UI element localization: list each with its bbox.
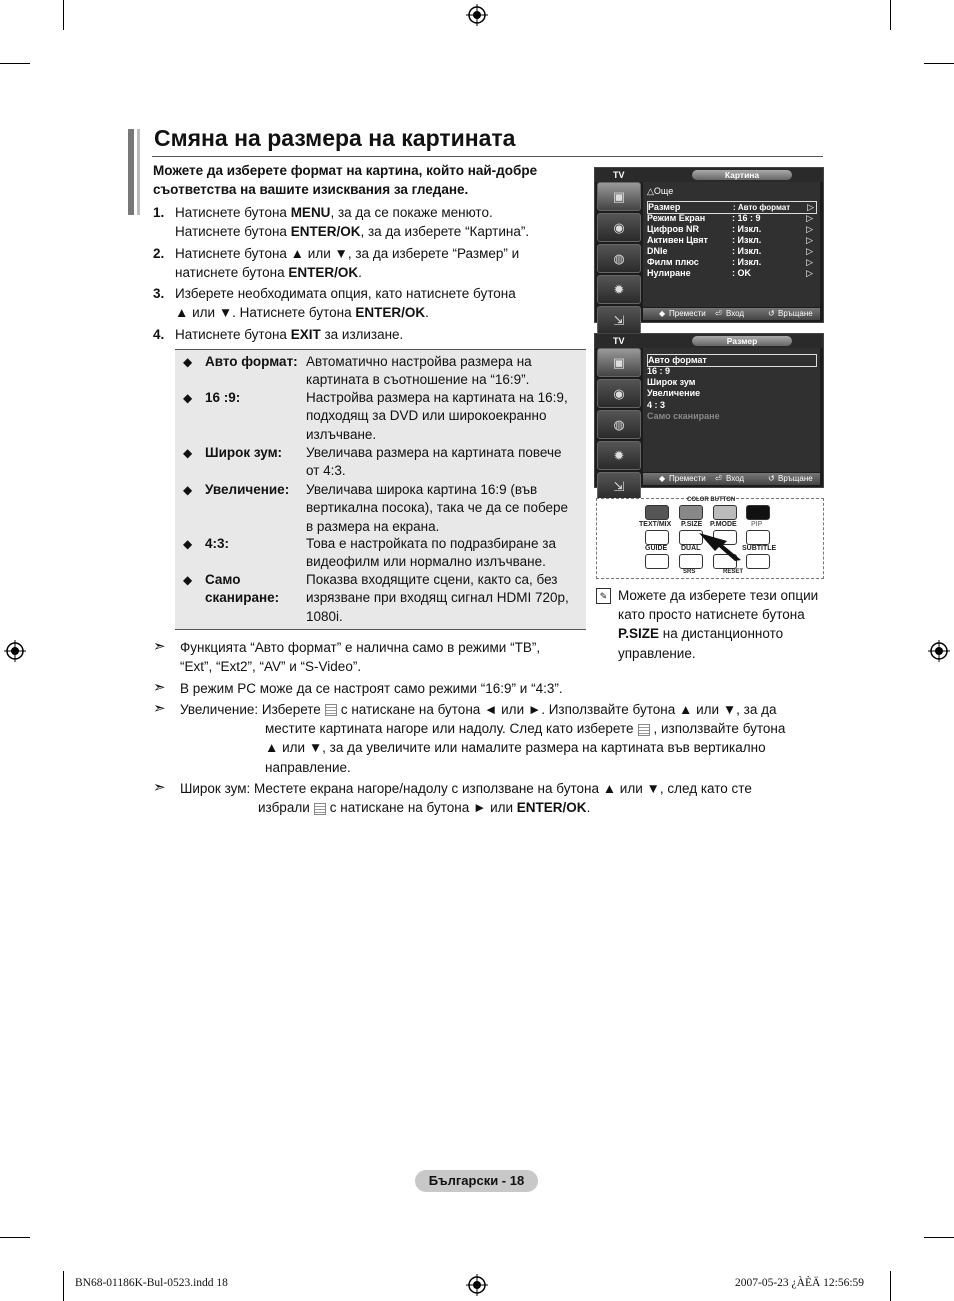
option-desc: излъчване.	[306, 426, 377, 442]
yellow-color-button[interactable]	[713, 505, 737, 520]
osd-size-item: Само сканиране	[647, 411, 720, 421]
step-number: 1.	[153, 205, 165, 220]
step-key: EXIT	[290, 327, 321, 342]
crop-mark	[890, 0, 891, 30]
osd-row-value: : Изкл.	[732, 246, 762, 256]
input-menu-icon: ⇲	[597, 306, 641, 335]
zoom-size-icon	[638, 724, 650, 736]
osd-row-value: : 16 : 9	[732, 213, 761, 223]
osd-foot-back: Връщане	[778, 474, 813, 483]
text-mix-button[interactable]	[645, 530, 669, 545]
osd-arrow-icon: ▷	[806, 224, 813, 234]
step-text: за излизане.	[320, 327, 404, 342]
note-text: избрали	[258, 800, 310, 816]
osd-foot-back: Връщане	[778, 309, 813, 318]
osd-row-value: : Изкл.	[732, 224, 762, 234]
osd-size-item: Широк зум	[647, 377, 696, 387]
osd-row-label: Цифров NR	[647, 224, 700, 234]
text-mix-label: TEXT/MIX	[639, 521, 672, 528]
osd-sidebar	[597, 348, 641, 503]
color-button-label: COLOR BUTTON	[687, 497, 736, 503]
osd-arrow-icon: ▷	[806, 246, 813, 256]
guide-label: GUIDE	[645, 545, 668, 552]
title-accent-bar	[128, 129, 134, 215]
crop-mark	[0, 1237, 30, 1238]
side-note-text: Можете да изберете тези опции като просто натиснете бутона	[618, 588, 819, 623]
osd-row-value: : Авто формат	[733, 203, 791, 212]
osd-foot-move: Премести	[669, 309, 706, 318]
pip-button[interactable]	[746, 530, 770, 545]
step-number: 3.	[153, 286, 165, 301]
step-text: натиснете бутона	[175, 265, 289, 280]
input-menu-icon: ⇲	[597, 472, 641, 501]
note-text: направление.	[265, 759, 351, 775]
subtitle-label: SUBTITLE	[742, 545, 777, 552]
page-title: Смяна на размера на картината	[154, 125, 516, 151]
option-desc: картината в съотношение на “16:9”.	[306, 372, 530, 388]
remote-illustration	[596, 498, 824, 579]
option-desc: подходящ за DVD или широкоекранно	[306, 408, 547, 424]
diamond-bullet-icon: ◆	[183, 573, 193, 587]
osd-tv-label: TV	[613, 170, 625, 180]
pip-label: PIP	[751, 521, 763, 528]
note-arrow-icon: ➣	[153, 700, 166, 717]
return-icon: ↺	[768, 309, 775, 318]
step-text: ▲ или ▼. Натиснете бутона	[175, 305, 356, 320]
subtitle-button[interactable]	[746, 554, 770, 569]
step-key: ENTER/OK	[290, 224, 361, 239]
osd-row-label: Режим Екран	[647, 213, 706, 223]
osd-row-label: Филм плюс	[647, 257, 699, 267]
osd-header: Размер	[692, 336, 792, 346]
return-icon: ↺	[768, 474, 775, 483]
blue-color-button[interactable]	[746, 505, 770, 520]
osd-panel	[643, 348, 820, 472]
setup-menu-icon: ✹	[597, 275, 641, 304]
note-text: ▲ или ▼, за да увеличите или намалите размера на картината във вертикално	[265, 740, 766, 756]
step-text: .	[358, 265, 362, 280]
dual-label: DUAL	[681, 545, 701, 552]
option-desc: Увеличава размера на картината повече	[306, 445, 562, 460]
option-desc: Автоматично настройва размера на	[306, 354, 532, 369]
diamond-bullet-icon: ◆	[183, 355, 193, 369]
note-arrow-icon: ➣	[153, 638, 166, 655]
crop-mark	[63, 0, 64, 30]
option-key: Само сканиране:	[205, 572, 280, 606]
side-note-text: на дистанционното управление.	[618, 626, 784, 661]
option-desc: Настройва размера на картината на 16:9,	[306, 390, 568, 405]
osd-row-value: : OK	[732, 268, 751, 278]
osd-foot-enter: Вход	[726, 309, 745, 318]
osd-arrow-icon: ▷	[806, 213, 813, 223]
option-desc: вертикална посока), така че да се побере	[306, 500, 569, 516]
osd-row-value: : Изкл.	[732, 235, 762, 245]
sound-menu-icon: ◉	[597, 213, 641, 242]
osd-row-label: DNIe	[647, 246, 668, 256]
step-text: , за да се покаже менюто.	[330, 205, 493, 220]
psize-label: P.SIZE	[681, 521, 703, 528]
intro-text: Можете да изберете формат на картина, който най-добре съответства на вашите изисквания за гледане.	[153, 163, 538, 197]
osd-more: △Още	[647, 186, 674, 196]
osd-arrow-icon: ▷	[806, 257, 813, 267]
osd-row-value: : Изкл.	[732, 257, 762, 267]
option-key: 4:3:	[205, 536, 230, 551]
step-key: ENTER/OK	[288, 265, 359, 280]
footer-timestamp: 2007-05-23 ¿ÀÈÄ 12:56:59	[735, 1277, 865, 1289]
position-icon	[325, 704, 337, 716]
osd-size-item: Авто формат	[647, 354, 817, 367]
note-text: Функцията “Авто формат” е налична само в режими “ТВ”,	[180, 640, 541, 655]
options-table	[175, 349, 586, 630]
osd-arrow-icon: ▷	[806, 268, 813, 278]
option-desc: изрязване при входящ сигнал HDMI 720p,	[306, 590, 569, 606]
enter-icon: ⏎	[715, 309, 722, 318]
setup-menu-icon: ✹	[597, 441, 641, 470]
note-text: Широк зум: Местете екрана нагоре/надолу с използване на бутона ▲ или ▼, след като сте	[180, 781, 752, 796]
side-note-key: P.SIZE	[618, 626, 660, 642]
step-2	[153, 244, 583, 282]
red-color-button[interactable]	[645, 505, 669, 520]
osd-size-item: 16 : 9	[647, 366, 671, 376]
registration-mark-icon	[4, 640, 26, 662]
osd-row-label: Нулиране	[647, 268, 691, 278]
crop-mark	[0, 63, 30, 64]
osd-foot-enter: Вход	[726, 474, 745, 483]
reset-label: RESET	[723, 569, 744, 575]
step-key: MENU	[290, 205, 331, 220]
osd-size-item: Увеличение	[647, 388, 701, 398]
osd-size-item: 4 : 3	[647, 400, 666, 410]
registration-mark-icon	[928, 640, 950, 662]
option-desc: Показва входящите сцени, както са, без	[306, 572, 558, 587]
page-number-badge: Български - 18	[415, 1170, 538, 1192]
step-number: 4.	[153, 327, 165, 342]
diamond-bullet-icon: ◆	[183, 391, 193, 405]
crop-mark	[890, 1271, 891, 1301]
note-text: Увеличение: Изберете	[180, 702, 321, 717]
option-key: Увеличение:	[205, 482, 290, 497]
osd-panel	[643, 182, 820, 307]
move-icon: ◆	[659, 474, 666, 483]
sound-menu-icon: ◉	[597, 379, 641, 408]
crop-mark	[924, 1237, 954, 1238]
option-desc: Увеличава широка картина 16:9 (във	[306, 482, 538, 497]
crop-mark	[924, 63, 954, 64]
channel-menu-icon: ◍	[597, 244, 641, 273]
option-key: 16 :9:	[205, 390, 241, 405]
note-text: с натискане на бутона ◄ или ►. Използвайте бутона ▲ или ▼, за да	[340, 702, 777, 717]
step-text: Натиснете бутона	[175, 224, 291, 239]
position-icon	[314, 803, 326, 815]
pointer-arrow-icon	[697, 527, 747, 562]
title-divider	[152, 156, 823, 157]
option-desc: от 4:3.	[306, 463, 346, 479]
option-desc: Това е настройката по подразбиране за	[306, 536, 556, 551]
osd-sidebar	[597, 182, 641, 337]
note-arrow-icon: ➣	[153, 679, 166, 696]
option-desc: в размера на екрана.	[306, 518, 440, 534]
note-key: ENTER/OK	[516, 800, 587, 816]
option-desc: видеофилм или нормално излъчване.	[306, 554, 546, 570]
note-text: местите картината нагоре или надолу. След като изберете	[265, 721, 634, 737]
step-text: Натиснете бутона ▲ или ▼, за да изберете “Размер” и	[175, 246, 520, 261]
note-text: В режим PC може да се настроят само режими “16:9” и “4:3”.	[180, 681, 563, 696]
osd-row-label: Активен Цвят	[647, 235, 708, 245]
picture-menu-icon: ▣	[597, 348, 641, 377]
step-text: .	[425, 305, 429, 320]
channel-menu-icon: ◍	[597, 410, 641, 439]
osd-picture-menu	[594, 167, 824, 328]
diamond-bullet-icon: ◆	[183, 446, 193, 460]
diamond-bullet-icon: ◆	[183, 483, 193, 497]
step-number: 2.	[153, 246, 165, 261]
guide-button[interactable]	[645, 554, 669, 569]
enter-icon: ⏎	[715, 474, 722, 483]
osd-row-label: Размер	[648, 202, 681, 212]
osd-header: Картина	[692, 170, 792, 180]
note-text: , използвайте бутона	[653, 721, 786, 737]
note-zoom	[153, 700, 823, 777]
pmode-label: P.MODE	[710, 521, 737, 528]
move-icon: ◆	[659, 309, 666, 318]
step-3	[153, 284, 583, 322]
option-key: Широк зум:	[205, 445, 283, 460]
note-icon: ✎	[596, 588, 611, 604]
note-wide-zoom	[153, 779, 823, 817]
note-text: с натискане на бутона ► или	[329, 800, 517, 816]
osd-footer	[643, 308, 820, 320]
title-accent-bar	[137, 129, 140, 215]
option-key: Авто формат:	[205, 354, 298, 369]
note-arrow-icon: ➣	[153, 779, 166, 796]
step-text: , за да изберете “Картина”.	[360, 224, 530, 239]
step-4	[153, 325, 583, 344]
side-note	[596, 586, 822, 663]
option-desc: 1080i.	[306, 608, 343, 624]
diamond-bullet-icon: ◆	[183, 537, 193, 551]
step-1	[153, 203, 583, 241]
osd-foot-move: Премести	[669, 474, 706, 483]
registration-mark-icon	[466, 1274, 488, 1296]
note-auto-format	[153, 638, 540, 676]
green-color-button[interactable]	[679, 505, 703, 520]
osd-arrow-icon: ▷	[807, 202, 814, 212]
note-text: “Ext”, “Ext2”, “AV” и “S-Video”.	[180, 659, 362, 675]
step-text: Натиснете бутона	[175, 327, 291, 342]
step-key: ENTER/OK	[355, 305, 426, 320]
crop-mark	[63, 1271, 64, 1301]
step-text: Изберете необходимата опция, като натиснете бутона	[175, 286, 516, 301]
osd-footer	[643, 473, 820, 485]
picture-menu-icon: ▣	[597, 182, 641, 211]
osd-arrow-icon: ▷	[806, 235, 813, 245]
osd-tv-label: TV	[613, 336, 625, 346]
srs-label: SRS	[683, 569, 696, 575]
note-text: .	[586, 800, 591, 816]
osd-size-menu	[594, 333, 824, 494]
step-text: Натиснете бутона	[175, 205, 291, 220]
note-pc-mode	[153, 679, 563, 698]
registration-mark-icon	[466, 4, 488, 26]
footer-file-info: BN68-01186K-Bul-0523.indd 18	[75, 1277, 228, 1289]
